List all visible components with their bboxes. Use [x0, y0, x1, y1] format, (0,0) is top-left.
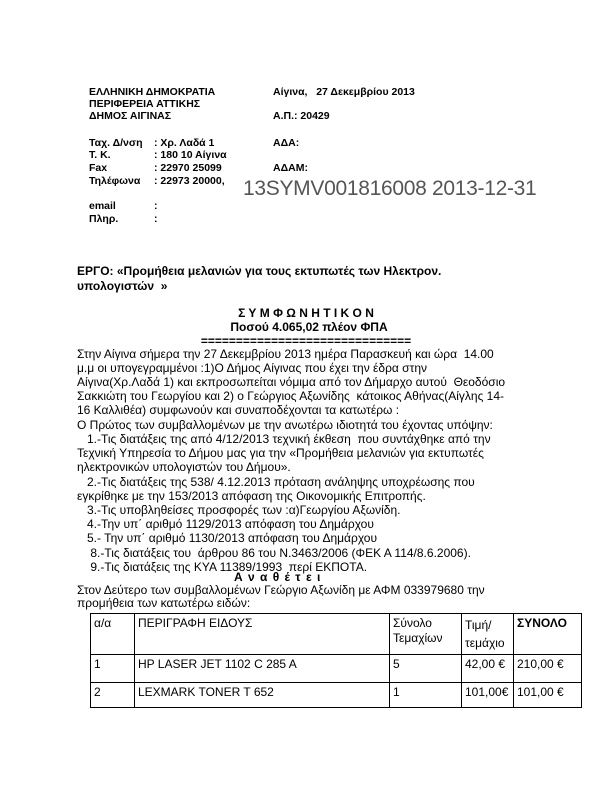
contact-value: : 180 10 Αίγινα	[154, 149, 227, 161]
header-cell: ΣΥΝΟΛΟ	[514, 614, 582, 655]
contact-value: : Χρ. Λαδά 1	[154, 137, 215, 149]
body-line: ηλεκτρονικών υπολογιστών του Δήμου».	[77, 460, 291, 474]
ada: ΑΔΑ:	[273, 137, 300, 149]
cell: LEXMARK TONER T 652	[135, 683, 390, 708]
contact-label: Τηλέφωνα	[89, 175, 141, 187]
body-line: προμήθεια των κατωτέρω ειδών:	[77, 596, 251, 610]
contact-value: : 22973 20000,	[154, 175, 225, 187]
cell: 5	[390, 655, 462, 683]
body-line: Στην Αίγινα σήμερα την 27 Δεκεμβρίου 2013 ημέρα Παρασκευή και ώρα 14.00	[77, 347, 494, 361]
body-line: 16 Καλλιθέα) συμφωνούν και συναποδέχονται τα κατωτέρω :	[77, 403, 400, 417]
body-line: 2.-Τις διατάξεις της 538/ 4.12.2013 πρόταση ανάληψης υποχρέωσης που	[77, 475, 475, 489]
body-line: 4.-Την υπ΄ αριθμό 1129/2013 απόφαση του Δημάρχου	[77, 517, 374, 531]
project-title: υπολογιστών »	[77, 279, 168, 293]
amount: Ποσού 4.065,02 πλέον ΦΠΑ	[230, 320, 388, 334]
assigns-heading: Α ν α θ έ τ ε ι	[234, 570, 322, 584]
body-line: Αίγινα(Χρ.Λαδά 1) και εκπροσωπείται νόμιμα από τον Δήμαρχο αυτού Θεοδόσιο	[77, 375, 506, 389]
header-cell: α/α	[91, 614, 135, 655]
body-line: Ο Πρώτος των συμβαλλομένων με την ανωτέρω ιδιοτητά του έχοντας υπόψην:	[77, 418, 493, 432]
body-line: 3.-Τις υποβληθείσες προσφορές των :α)Γεωργίου Αξωνίδη.	[77, 503, 401, 517]
cell: 2	[91, 683, 135, 708]
body-line: 8.-Τις διατάξεις του άρθρου 86 του Ν.3463/2006 (ΦΕΚ Α 114/8.6.2006).	[77, 546, 471, 560]
cell: 1	[390, 683, 462, 708]
header-cell: Σύνολο Τεμαχίων	[390, 614, 462, 655]
contact-label: Ταχ. Δ/νση	[89, 137, 143, 149]
doc-title: Σ Υ Μ Φ Ω Ν Η Τ Ι Κ Ο Ν	[238, 306, 374, 320]
contact-value: : 22970 25099	[154, 162, 222, 174]
body-line: Στον Δεύτερο των συμβαλλομένων Γεώργιο Αξωνίδη με ΑΦΜ 033979680 την	[77, 583, 485, 597]
date: Αίγινα, 27 Δεκεμβρίου 2013	[273, 86, 415, 98]
cell: 1	[91, 655, 135, 683]
items-table	[90, 613, 582, 708]
table-row	[91, 655, 582, 683]
table-header-row	[91, 614, 582, 655]
cell: 42,00 €	[462, 655, 514, 683]
contact-label: Πληρ.	[89, 213, 119, 225]
body-line: 5.- Την υπ΄ αριθμό 1130/2013 απόφαση του Δημάρχου	[77, 531, 378, 545]
watermark-stamp: 13SYMV001816008 2013-12-31	[243, 177, 537, 200]
body-line: μ.μ οι υπογεγραμμένοι :1)Ο Δήμος Αίγινας που έχει την έδρα στην	[77, 361, 427, 375]
header-cell: Τιμή/ τεμάχιο	[462, 614, 514, 655]
cell: HP LASER JET 1102 C 285 A	[135, 655, 390, 683]
body-line: εγκρίθηκε με την 153/2013 απόφαση της Οικονομικής Επιτροπής.	[77, 489, 426, 503]
adam: ΑΔΑΜ:	[273, 162, 308, 174]
body-line: 1.-Τις διατάξεις της από 4/12/2013 τεχνική έκθεση που συντάχθηκε από την	[77, 432, 491, 446]
contact-label: Τ. Κ.	[89, 149, 111, 161]
contact-value: :	[154, 213, 158, 225]
separator: ==============================	[200, 334, 412, 348]
header-line: ΠΕΡΙΦΕΡΕΙΑ ΑΤΤΙΚΗΣ	[89, 98, 201, 110]
cell: 101,00 €	[514, 683, 582, 708]
contact-value: :	[154, 200, 158, 212]
project-title: ΕΡΓΟ: «Προμήθεια μελανιών για τους εκτυπωτές των Ηλεκτρον.	[77, 264, 442, 278]
protocol-number: Α.Π.: 20429	[273, 110, 330, 122]
body-line: 9.-Τις διατάξεις της ΚΥΑ 11389/1993 περί ΕΚΠΟΤΑ.	[77, 560, 368, 574]
header-cell: ΠΕΡΙΓΡΑΦΗ ΕΙΔΟΥΣ	[135, 614, 390, 655]
cell: 101,00€	[462, 683, 514, 708]
header-line: ΔΗΜΟΣ ΑΙΓΙΝΑΣ	[89, 110, 172, 122]
contact-label: email	[89, 200, 116, 212]
body-line: Σακκιώτη του Γεωργίου και 2) ο Γεώργιος Αξωνίδης κάτοικος Αθήνας(Αίγλης 14-	[77, 389, 505, 403]
header-line: ΕΛΛΗΝΙΚΗ ΔΗΜΟΚΡΑΤΙΑ	[89, 86, 216, 98]
cell: 210,00 €	[514, 655, 582, 683]
table-row	[91, 683, 582, 708]
body-line: Τεχνική Υπηρεσία το Δήμου μας για την «Προμήθεια μελανιών για εκτυπωτές	[77, 446, 484, 460]
contact-label: Fax	[89, 162, 108, 174]
